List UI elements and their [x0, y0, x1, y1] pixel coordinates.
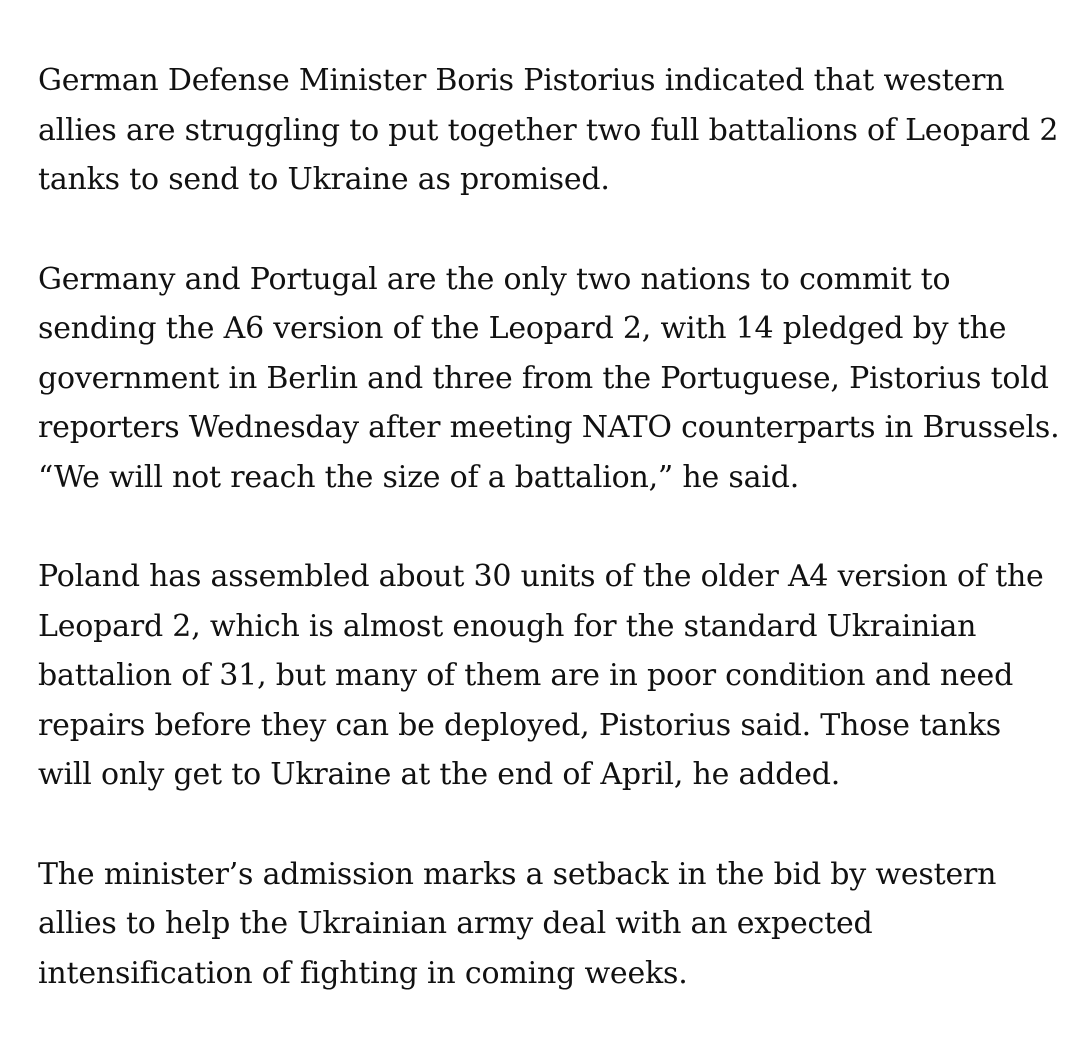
text-line: battalion of 31, but many of them are in poor condition and need — [38, 658, 1014, 693]
paragraph — [38, 850, 1042, 999]
text-line: will only get to Ukraine at the end of April, he added. — [38, 757, 841, 792]
text-line: Leopard 2, which is almost enough for the standard Ukrainian — [38, 608, 977, 644]
text-line: sending the A6 version of the Leopard 2, with 14 pledged by the — [38, 311, 1007, 346]
text-line: government in Berlin and three from the Portuguese, Pistorius told — [38, 360, 1049, 396]
paragraph — [38, 255, 1060, 503]
text-line: Poland has assembled about 30 units of the older A4 version of the — [38, 559, 1044, 594]
paragraph — [38, 552, 1042, 800]
text-line: German Defense Minister Boris Pistorius indicated that western — [38, 63, 1005, 98]
paragraph — [38, 56, 1059, 205]
text-line: repairs before they can be deployed, Pistorius said. Those tanks — [38, 707, 1002, 743]
article-body — [38, 56, 1060, 998]
text-line: reporters Wednesday after meeting NATO counterparts in Brussels. — [38, 410, 1060, 445]
text-line: The minister’s admission marks a setback in the bid by western — [38, 856, 997, 892]
text-line: allies to help the Ukrainian army deal with an expected — [38, 906, 873, 941]
text-line: Germany and Portugal are the only two nations to commit to — [38, 261, 951, 297]
text-line: “We will not reach the size of a battalion,” he said. — [38, 459, 800, 495]
text-line: allies are struggling to put together two full battalions of Leopard 2 — [38, 112, 1059, 148]
text-line: intensification of fighting in coming weeks. — [38, 955, 688, 991]
text-line: tanks to send to Ukraine as promised. — [38, 162, 610, 197]
